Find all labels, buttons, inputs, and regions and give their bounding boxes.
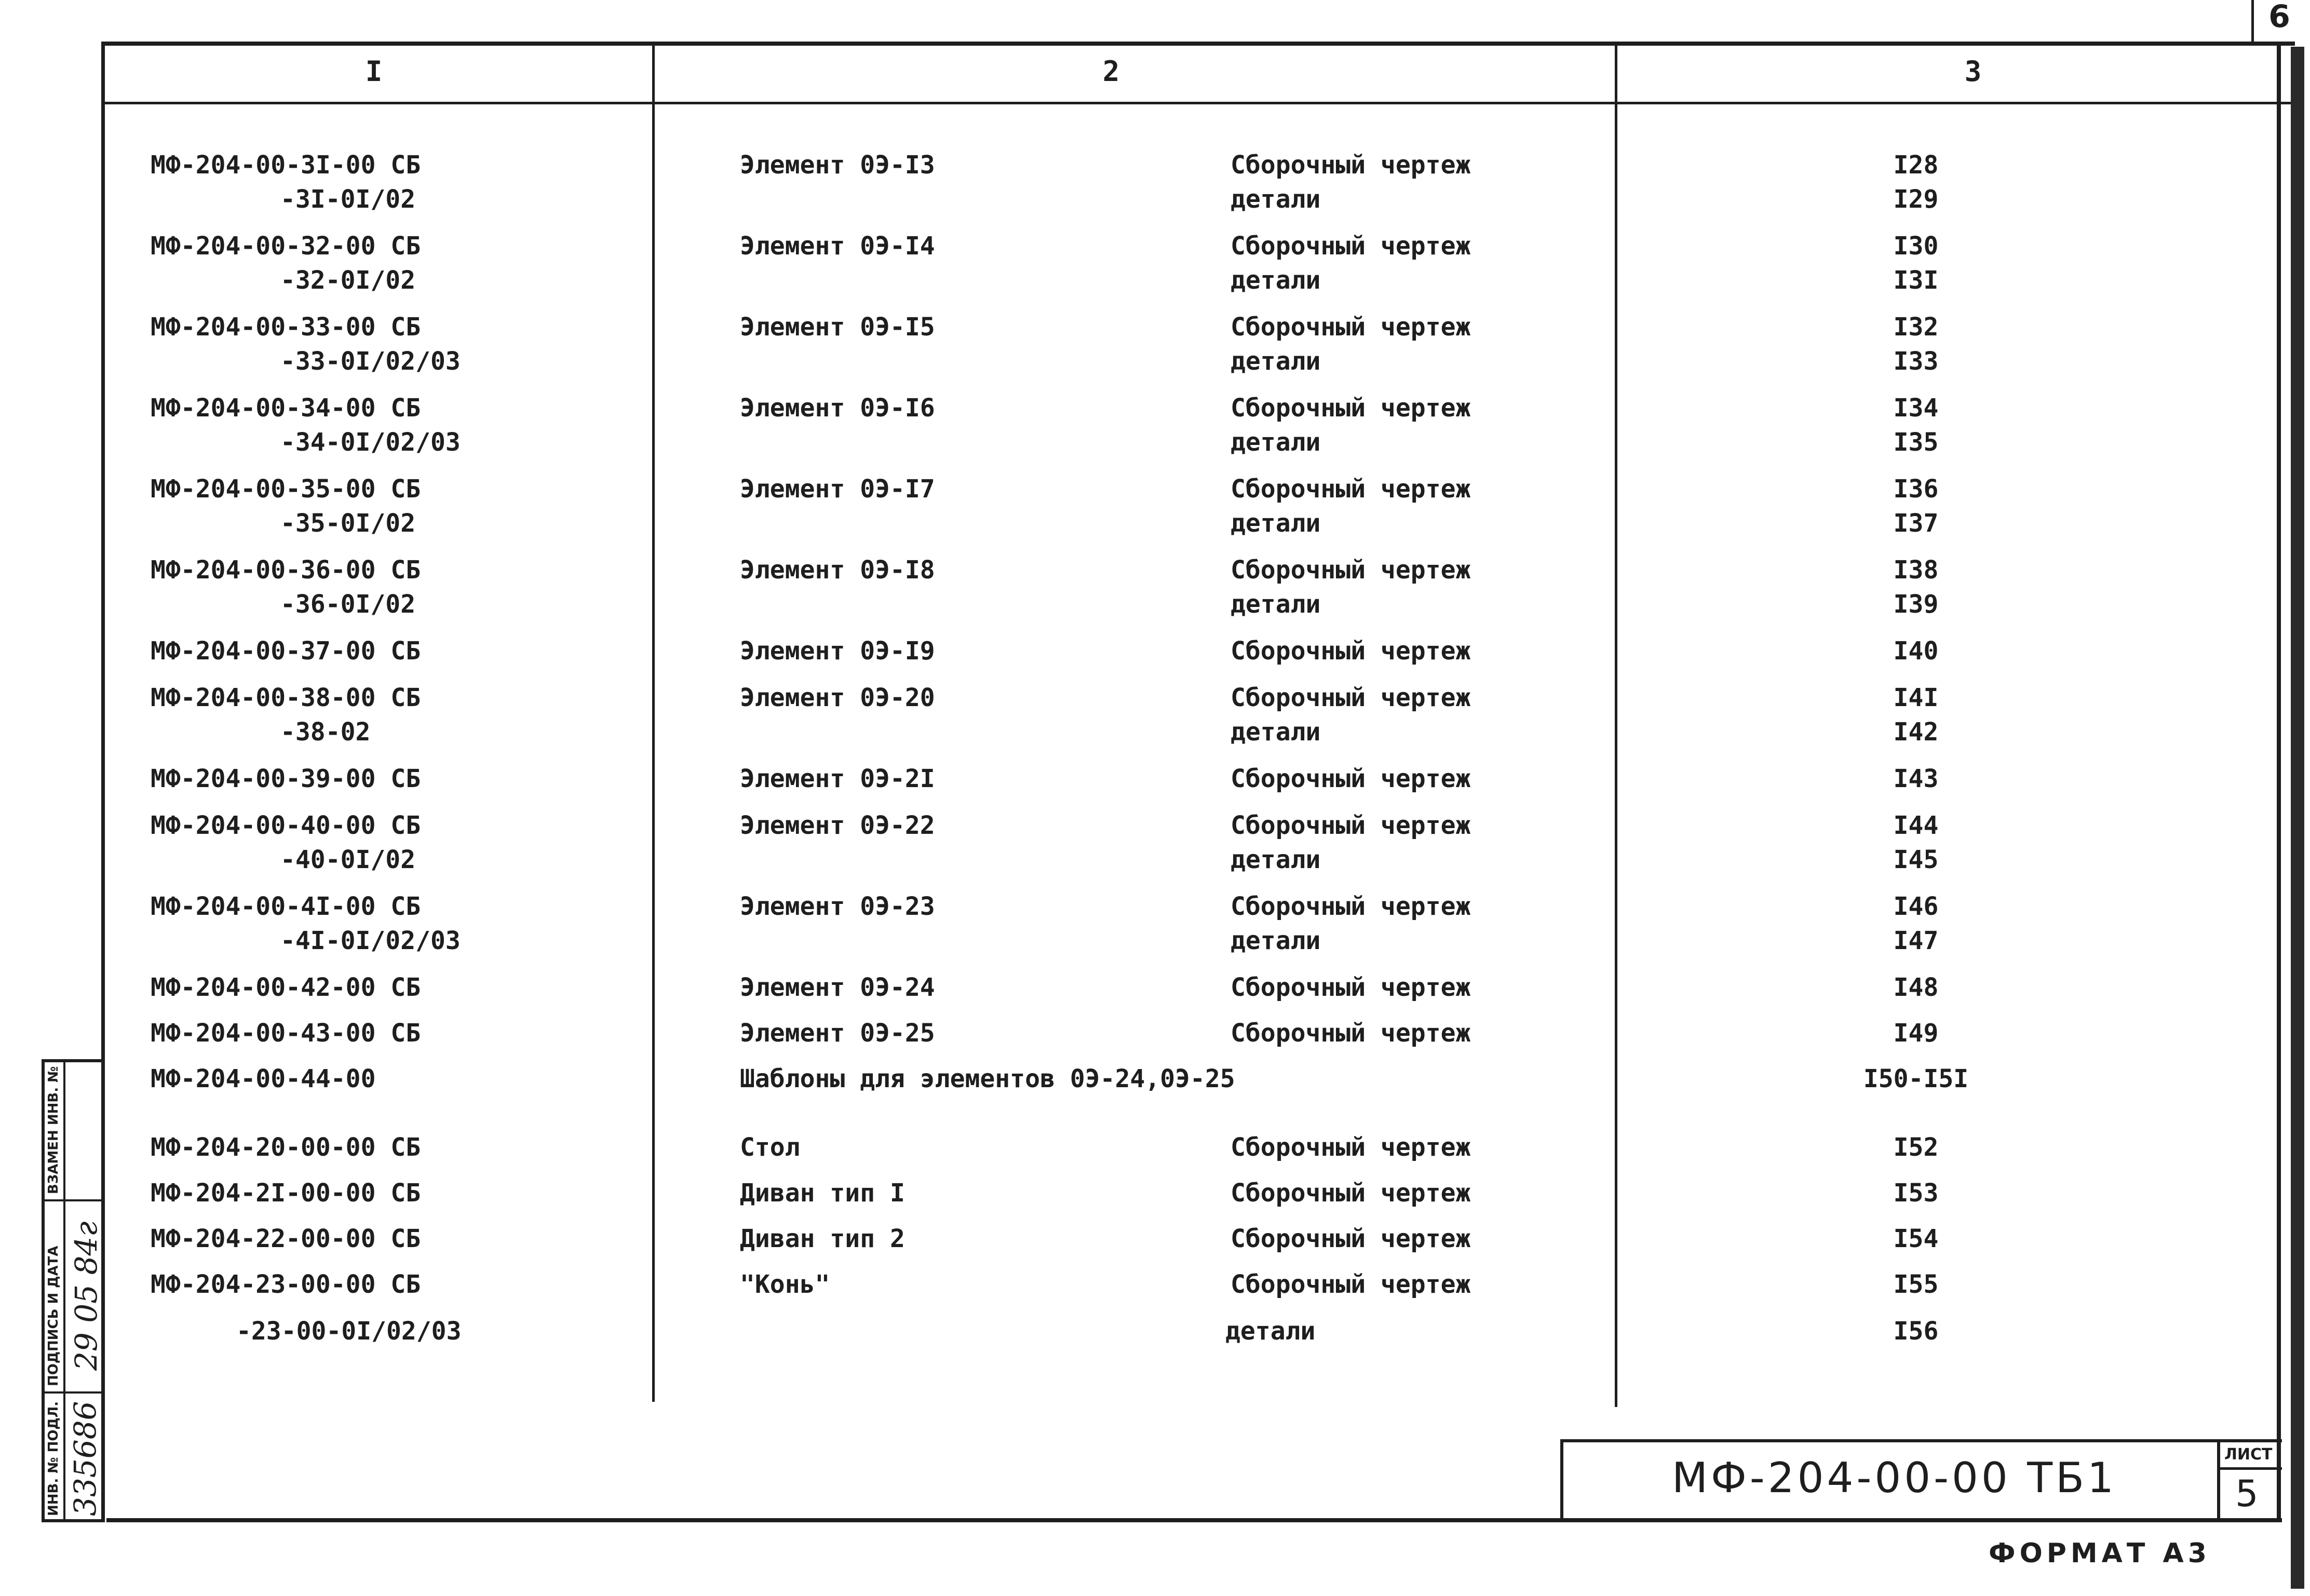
side-stamp-top-line [42,1059,103,1062]
row-code-variant: -35-0I/02 [280,509,416,538]
row-code: МФ-204-00-3I-00 СБ [151,151,421,180]
row-doc-type: Сборочный чертеж [1231,683,1471,712]
header-col-3: 3 [1964,55,1982,88]
stamp-left-line [1560,1439,1563,1521]
side-stamp-sign-value: 29 05 84г [69,1221,104,1371]
format-label: ФОРМАТ А3 [1989,1538,2211,1569]
row-doc-type-detail: детали [1231,590,1321,619]
row-name: Элемент 0Э-2I [740,764,935,793]
row-name: Шаблоны для элементов 0Э-24,0Э-25 [740,1064,1235,1093]
side-stamp-divider-1 [42,1199,103,1201]
row-name: Элемент 0Э-22 [740,811,935,840]
row-code-variant: -38-02 [280,718,371,747]
row-name: Стол [740,1133,800,1162]
frame-right-line [2277,42,2281,1522]
row-page: I36 [1893,475,1939,504]
row-doc-type: Сборочный чертеж [1231,811,1471,840]
row-code-variant: -34-0I/02/03 [280,428,461,457]
row-doc-type: Сборочный чертеж [1231,151,1471,180]
row-doc-type-detail: детали [1231,266,1321,295]
row-name: Элемент 0Э-I9 [740,637,935,666]
row-name: Диван тип 2 [740,1224,905,1253]
header-col-1: I [365,55,383,88]
side-stamp-divider-2 [42,1391,103,1394]
row-name: Элемент 0Э-I7 [740,475,935,504]
row-code: МФ-204-00-32-00 СБ [151,232,421,261]
row-name: Элемент 0Э-I3 [740,151,935,180]
row-page-detail: I39 [1893,590,1939,619]
row-code-variant: -4I-0I/02/03 [280,926,461,955]
row-code: МФ-204-00-39-00 СБ [151,764,421,793]
side-stamp-inv-value: 335686 [67,1401,103,1516]
row-name: Элемент 0Э-I4 [740,232,935,261]
row-code: МФ-204-23-00-00 СБ [151,1270,421,1299]
row-page: I46 [1893,892,1939,921]
frame-bottom-line [106,1518,2282,1522]
row-page: I53 [1893,1179,1939,1208]
row-code-variant: -40-0I/02 [280,845,416,874]
row-doc-type-detail: детали [1231,185,1321,214]
row-page-detail: I47 [1893,926,1939,955]
row-page: I52 [1893,1133,1939,1162]
row-code: МФ-204-00-35-00 СБ [151,475,421,504]
row-doc-type: Сборочный чертеж [1231,973,1471,1002]
row-name: Элемент 0Э-24 [740,973,935,1002]
row-code: МФ-204-2I-00-00 СБ [151,1179,421,1208]
row-doc-type-detail: детали [1231,718,1321,747]
row-page: I54 [1893,1224,1939,1253]
row-code-variant: -33-0I/02/03 [280,347,461,376]
row-page: I55 [1893,1270,1939,1299]
row-page-detail: I37 [1893,509,1939,538]
row-doc-type: Сборочный чертеж [1231,1019,1471,1048]
row-doc-type: Сборочный чертеж [1231,394,1471,423]
row-doc-type: Сборочный чертеж [1231,556,1471,585]
row-page: I28 [1893,151,1939,180]
row-code: МФ-204-22-00-00 СБ [151,1224,421,1253]
row-doc-type: Сборочный чертеж [1231,1224,1471,1253]
page-right-edge-shadow [2291,47,2304,1589]
row-page-detail: I33 [1893,347,1939,376]
stamp-sheet-divider [2217,1439,2220,1521]
row-doc-type: Сборочный чертеж [1231,637,1471,666]
row-code: МФ-204-00-33-00 СБ [151,313,421,342]
row-page-detail: I45 [1893,845,1939,874]
row-doc-type-detail: детали [1231,347,1321,376]
row-code-variant: -36-0I/02 [280,590,416,619]
header-bottom-line [101,102,2295,104]
row-code: МФ-204-00-38-00 СБ [151,683,421,712]
row-page: I4I [1893,683,1939,712]
corner-sheet-number: 6 [2268,0,2290,35]
row-doc-type: Сборочный чертеж [1231,764,1471,793]
stamp-top-line [1560,1439,2282,1442]
row-code: МФ-204-00-36-00 СБ [151,556,421,585]
row-page: I34 [1893,394,1939,423]
row-page: I40 [1893,637,1939,666]
row-doc-type-detail: детали [1231,509,1321,538]
side-stamp-outer-left [42,1059,45,1522]
row-doc-type: Сборочный чертеж [1231,313,1471,342]
row-code-variant: -23-00-0I/02/03 [236,1317,462,1346]
row-name: Элемент 0Э-I8 [740,556,935,585]
row-name: Элемент 0Э-23 [740,892,935,921]
frame-top-line [101,42,2295,46]
row-name: Элемент 0Э-20 [740,683,935,712]
row-page: I30 [1893,232,1939,261]
row-code: МФ-204-00-44-00 [151,1064,376,1093]
row-doc-type: Сборочный чертеж [1231,1179,1471,1208]
stamp-sheet-number: 5 [2235,1472,2259,1515]
row-doc-type: Сборочный чертеж [1231,892,1471,921]
header-col-2: 2 [1102,55,1120,88]
row-doc-type: Сборочный чертеж [1231,232,1471,261]
row-doc-type-detail: детали [1231,926,1321,955]
column-divider-1 [652,42,655,1402]
row-name: Элемент 0Э-I5 [740,313,935,342]
side-stamp-replace-label: ВЗАМЕН ИНВ. № [46,1066,61,1194]
row-code: МФ-204-00-42-00 СБ [151,973,421,1002]
row-doc-type-detail: детали [1231,845,1321,874]
row-page: I32 [1893,313,1939,342]
row-name: Элемент 0Э-I6 [740,394,935,423]
row-page: I49 [1893,1019,1939,1048]
row-page: I48 [1893,973,1939,1002]
row-doc-type: Сборочный чертеж [1231,475,1471,504]
row-page: I43 [1893,764,1939,793]
row-name: "Конь" [740,1270,830,1299]
row-page-detail: I3I [1893,266,1939,295]
row-doc-type-detail: детали [1231,428,1321,457]
row-code: МФ-204-00-4I-00 СБ [151,892,421,921]
row-doc-type: Сборочный чертеж [1231,1133,1471,1162]
row-code: МФ-204-20-00-00 СБ [151,1133,421,1162]
side-stamp-sign-label: ПОДПИСЬ И ДАТА [46,1246,61,1386]
column-divider-2 [1615,42,1617,1407]
row-page-detail: I42 [1893,718,1939,747]
row-code: МФ-204-00-34-00 СБ [151,394,421,423]
side-stamp-inner-divider [63,1059,65,1522]
row-page-detail: I35 [1893,428,1939,457]
row-page-detail: I29 [1893,185,1939,214]
row-doc-type: Сборочный чертеж [1231,1270,1471,1299]
row-page: I44 [1893,811,1939,840]
row-name: Элемент 0Э-25 [740,1019,935,1048]
stamp-sheet-label: ЛИСТ [2224,1445,2273,1464]
side-stamp-bottom-line [42,1519,103,1522]
stamp-designation: МФ-204-00-00 ТБ1 [1672,1454,2117,1502]
row-code-variant: -32-0I/02 [280,266,416,295]
row-code-variant: -3I-0I/02 [280,185,416,214]
row-name: Диван тип I [740,1179,905,1208]
row-doc-type-detail: детали [1225,1317,1316,1346]
stamp-sheet-label-line [2217,1467,2282,1470]
row-code: МФ-204-00-37-00 СБ [151,637,421,666]
row-page-detail: I56 [1893,1317,1939,1346]
row-code: МФ-204-00-40-00 СБ [151,811,421,840]
row-code: МФ-204-00-43-00 СБ [151,1019,421,1048]
row-page: I50-I5I [1863,1064,1969,1093]
corner-box-left-line [2251,0,2254,43]
row-page: I38 [1893,556,1939,585]
side-stamp-inv-label: ИНВ. № ПОДЛ. [46,1401,61,1516]
